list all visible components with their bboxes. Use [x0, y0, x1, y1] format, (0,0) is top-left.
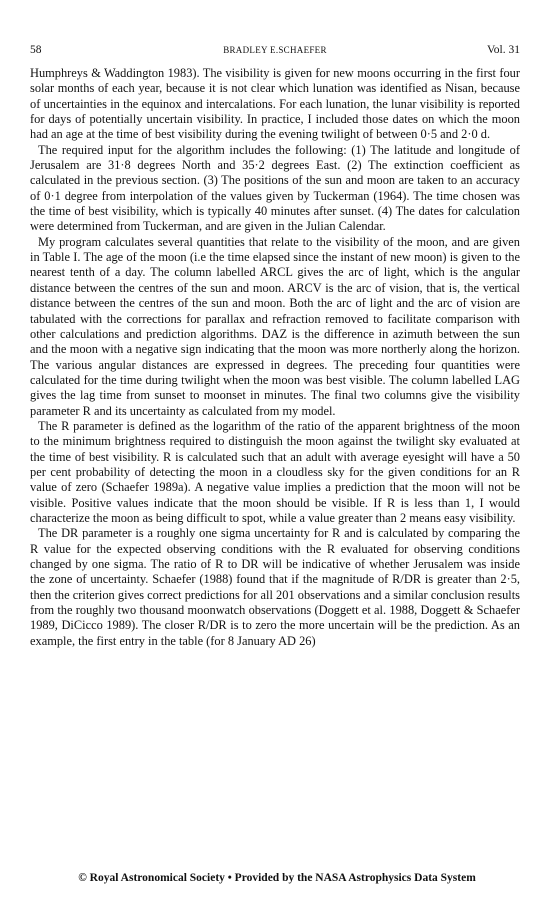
- volume-label: Vol. 31: [486, 44, 520, 56]
- copyright-footer: © Royal Astronomical Society • Provided by the NASA Astrophysics Data System: [78, 872, 476, 884]
- paragraph-5: The DR parameter is a roughly one sigma uncertainty for R and is calculated by comparing the R value for the expected observing conditions with the R evaluated for observing conditions changed by one sigma. The ratio of R to DR will be indicative of whether Jerusalem was inside the zone of uncertainty. Schaefer (1988) found that if the magnitude of R/DR is greater than 2·5, then the criterion gives correct predictions for all 201 observations and a similar conclusion results from the roughly two thousand moonwatch observations (Doggett et al. 1988, Doggett & Schaefer 1989, DiCicco 1989). The closer R/DR is to zero the more uncertain will be the prediction. As an example, the first entry in the table (for 8 January AD 26): [30, 526, 520, 648]
- paragraph-4: The R parameter is defined as the logarithm of the ratio of the apparent brightness of the moon to the minimum brightness required to distinguish the moon against the twilight sky evaluated at the time of best visibility. R is calculated such that an adult with average eyesight will have a 50 per cent probability of detecting the moon in a cloudless sky for the given conditions for an R value of zero (Schaefer 1989a). A negative value implies a prediction that the moon will not be visible. Positive values indicate that the moon should be visible. If R is less than 1, I would characterize the moon as being difficult to spot, while a value greater than 2 means easy visibility.: [30, 418, 520, 525]
- page-header: [30, 44, 520, 60]
- page-number: 58: [30, 44, 42, 56]
- article-body: [30, 66, 520, 649]
- paragraph-3: My program calculates several quantities that relate to the visibility of the moon, and are given in Table I. The age of the moon (i.e the time elapsed since the instant of new moon) is given to the nearest tenth of a day. The column labelled ARCL gives the arc of light, which is the angular distance between the centres of the sun and moon. ARCV is the arc of vision, that is, the vertical distance between the centres of the sun and moon. Both the arc of light and the arc of vision are tabulated with the corrections for parallax and refraction removed to facilitate comparison with other calculations and prediction algorithms. DAZ is the difference in azimuth between the sun and the moon with a negative sign indicating that the moon was more northerly along the horizon. The various angular distances are expressed in degrees. The preceding four quantities were calculated for the time during twilight when the moon was best visible. The column labelled LAG gives the lag time from sunset to moonset in minutes. The final two columns give the visibility parameter R and its uncertainty as calculated from my model.: [30, 234, 520, 418]
- paragraph-1: Humphreys & Waddington 1983). The visibility is given for new moons occurring in the first four solar months of each year, because it is not clear which lunation was identified as Nisan, because of uncertainties in the equinox and intercalations. For each lunation, the lunar visibility is reported for days of potentially uncertain visibility. In practice, I included those dates on which the moon had an age at the time of best visibility during the evening twilight of between 0·5 and 2·0 d.: [30, 66, 520, 142]
- running-head: BRADLEY E.SCHAEFER: [223, 45, 327, 55]
- paragraph-2: The required input for the algorithm includes the following: (1) The latitude and longitude of Jerusalem are 31·8 degrees North and 35·2 degrees East. (2) The extinction coefficient as calculated in the previous section. (3) The positions of the sun and moon are taken to an accuracy of 0·1 degree from interpolation of the values given by Tuckerman (1964). The time chosen was the time of best visibility, which is typically 40 minutes after sunset. (4) The dates for calculation were determined from Tuckerman, and are given in the Julian Calendar.: [30, 142, 520, 234]
